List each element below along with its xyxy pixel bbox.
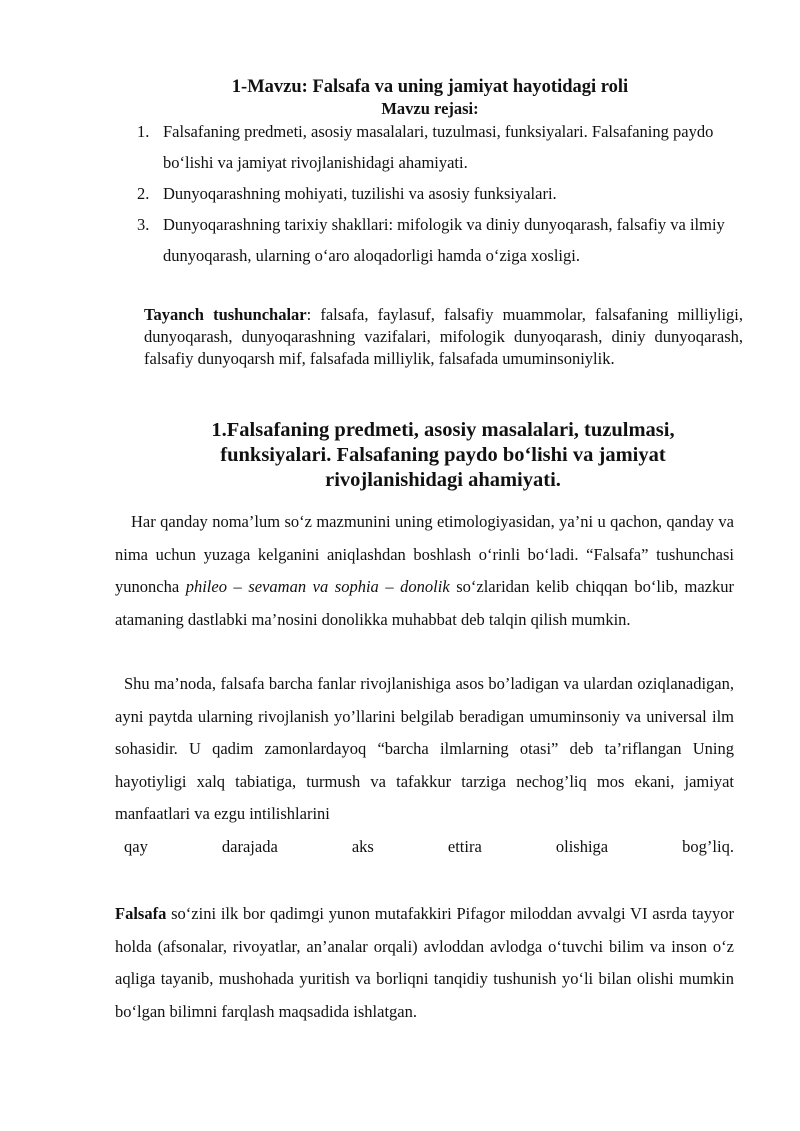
paragraph-bold-term: Falsafa	[115, 904, 167, 923]
word: olishiga	[555, 836, 609, 856]
section-heading: 1.Falsafaning predmeti, asosiy masalalari, tuzulmasi, funksiyalari. Falsafaning paydo bo‘lishi va jamiyat rivojlanishidagi ahamiyati.	[211, 419, 675, 491]
paragraph-etymology	[115, 506, 734, 636]
word: darajada	[221, 836, 278, 856]
paragraph-italic-text: phileo – sevaman va sophia – donolik	[185, 577, 450, 596]
plan-item-text: Dunyoqarashning mohiyati, tuzilishi va asosiy funksiyalari.	[163, 184, 557, 203]
key-concepts-text: : falsafa, faylasuf, falsafiy muammolar, falsafaning milliyligi, dunyoqarash, dunyoqarashning vazifalari, mifologik dunyoqarash, diniy dunyoqarash, falsafiy dunyoqarsh mif, falsafada milliylik, falsafada umuminsoniylik.	[144, 305, 743, 368]
paragraph-last-line	[115, 831, 734, 864]
word: bog’liq.	[682, 836, 734, 856]
plan-list	[137, 116, 745, 271]
plan-item	[137, 116, 745, 178]
paragraph-text: Har qanday noma’lum so‘z mazmunini uning etimologiyasidan, ya’ni u qachon, qanday va nima uchun yuzaga kelganini aniqlashdan boshlash o‘rinli bo‘ladi. “Falsafa” tushunchasi yunoncha	[115, 512, 734, 596]
plan-item-number: 3.	[137, 215, 150, 234]
plan-item-text: Falsafaning predmeti, asosiy masalalari, tuzulmasi, funksiyalari. Falsafaning paydo bo‘lishi va jamiyat rivojlanishidagi ahamiyati.	[163, 122, 714, 172]
page-title: 1-Mavzu: Falsafa va uning jamiyat hayotidagi roli	[231, 77, 629, 97]
key-concepts-label: Tayanch tushunchalar	[144, 305, 307, 324]
plan-item	[137, 178, 745, 209]
paragraph-text: so‘zlaridan kelib chiqqan bo‘lib, mazkur atamaning dastlabki ma’nosini donolikka muhabbat deb talqin qilish mumkin.	[115, 577, 734, 629]
plan-item-text: Dunyoqarashning tarixiy shakllari: mifologik va diniy dunyoqarash, falsafiy va ilmiy dunyoqarash, ularning o‘aro aloqadorligi hamda o‘ziga xosligi.	[163, 215, 725, 265]
paragraph-pythagoras	[115, 898, 734, 1028]
paragraph-text: so‘zini ilk bor qadimgi yunon mutafakkiri Pifagor miloddan avvalgi VI asrda tayyor holda (afsonalar, rivoyatlar, an’analar orqali) avloddan avlodga o‘tuvchi bilim va inson o‘z aqliga tayanib, mushohada yuritish va borliqni tanqidiy tushunish yo‘li bilan olishi mumkin bo‘lgan bilimni farqlash maqsadida ishlatgan.	[115, 904, 734, 1021]
plan-subtitle: Mavzu rejasi:	[381, 99, 479, 118]
plan-item-number: 2.	[137, 184, 150, 203]
paragraph-text: Shu ma’noda, falsafa barcha fanlar rivojlanishiga asos bo’ladigan va ulardan oziqlanadigan, ayni paytda ularning rivojlanish yo’llarini belgilab beradigan umuminsoniy va universal ilm sohasidir. U qadim zamonlardayoq “barcha ilmlarning otasi” deb ta’riflangan Uning hayotiyligi xalq tabiatiga, turmush va tafakkur tarziga nechog’liq mos ekani, jamiyat manfaatlari va ezgu intilishlarini	[115, 674, 734, 823]
word: qay	[124, 836, 148, 856]
plan-item-number: 1.	[137, 122, 150, 141]
word: ettira	[447, 836, 482, 856]
word: aks	[351, 836, 374, 856]
plan-item	[137, 209, 745, 271]
key-concepts	[144, 304, 743, 370]
paragraph-meaning	[115, 668, 734, 863]
